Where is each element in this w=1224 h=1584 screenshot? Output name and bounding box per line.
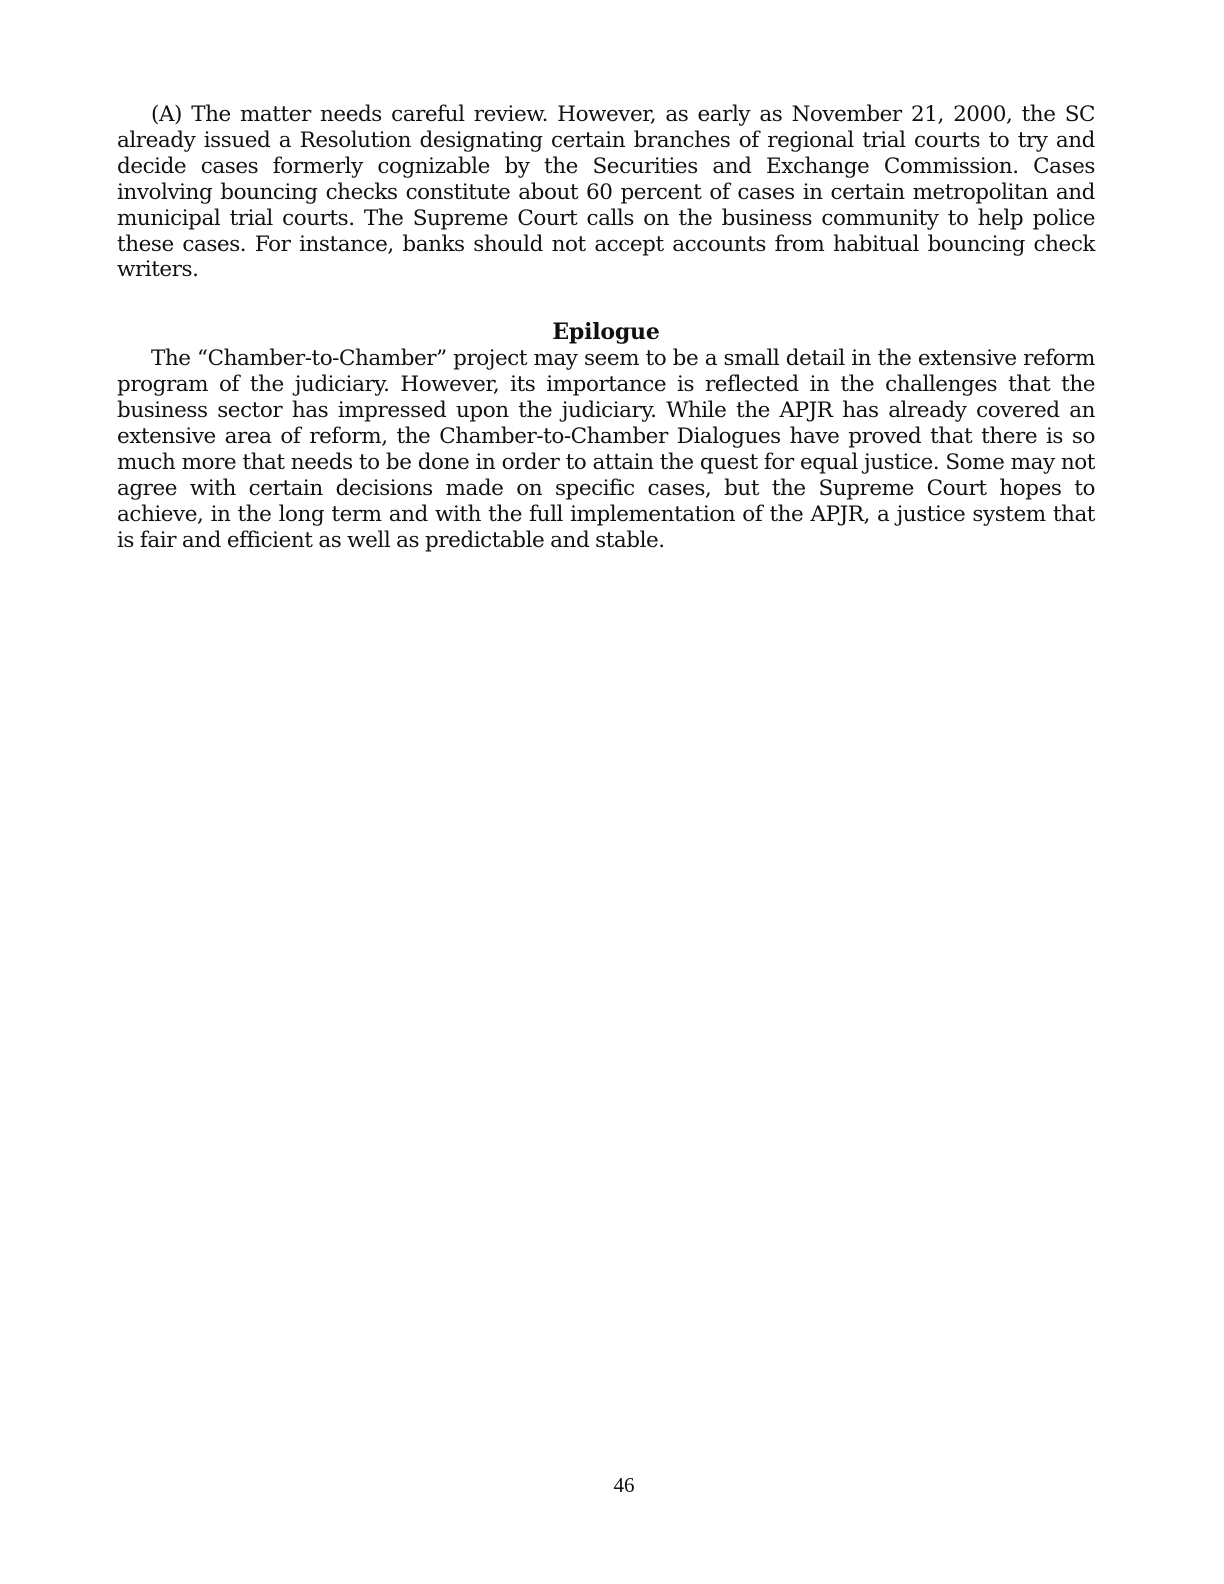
epilogue-paragraph: The “Chamber-to-Chamber” project may seem to be a small detail in the extensive reform program of the judiciary. However, its importance is reflected in the challenges that the business sector has impressed upon the judiciary. While the APJR has already covered an extensive area of reform, the Chamber-to-Chamber Dialogues have proved that there is so much more that needs to be done in order to attain the quest for equal justice. Some may not agree with certain decisions made on specific cases, but the Supreme Court hopes to achieve, in the long term and with the full implementation of the APJR, a justice system that is fair and efficient as well as predictable and stable. — [117, 346, 1095, 553]
document-page — [117, 102, 1095, 554]
epilogue-heading: Epilogue — [552, 319, 660, 346]
answer-paragraph: (A) The matter needs careful review. However, as early as November 21, 2000, the SC already issued a Resolution designating certain branches of regional trial courts to try and decide cases formerly cognizable by the Securities and Exchange Commission. Cases involving bouncing checks constitute about 60 percent of cases in certain metropolitan and municipal trial courts. The Supreme Court calls on the business community to help police these cases. For instance, banks should not accept accounts from habitual bouncing check writers. — [117, 102, 1095, 283]
page-number: 46 — [613, 1473, 635, 1497]
